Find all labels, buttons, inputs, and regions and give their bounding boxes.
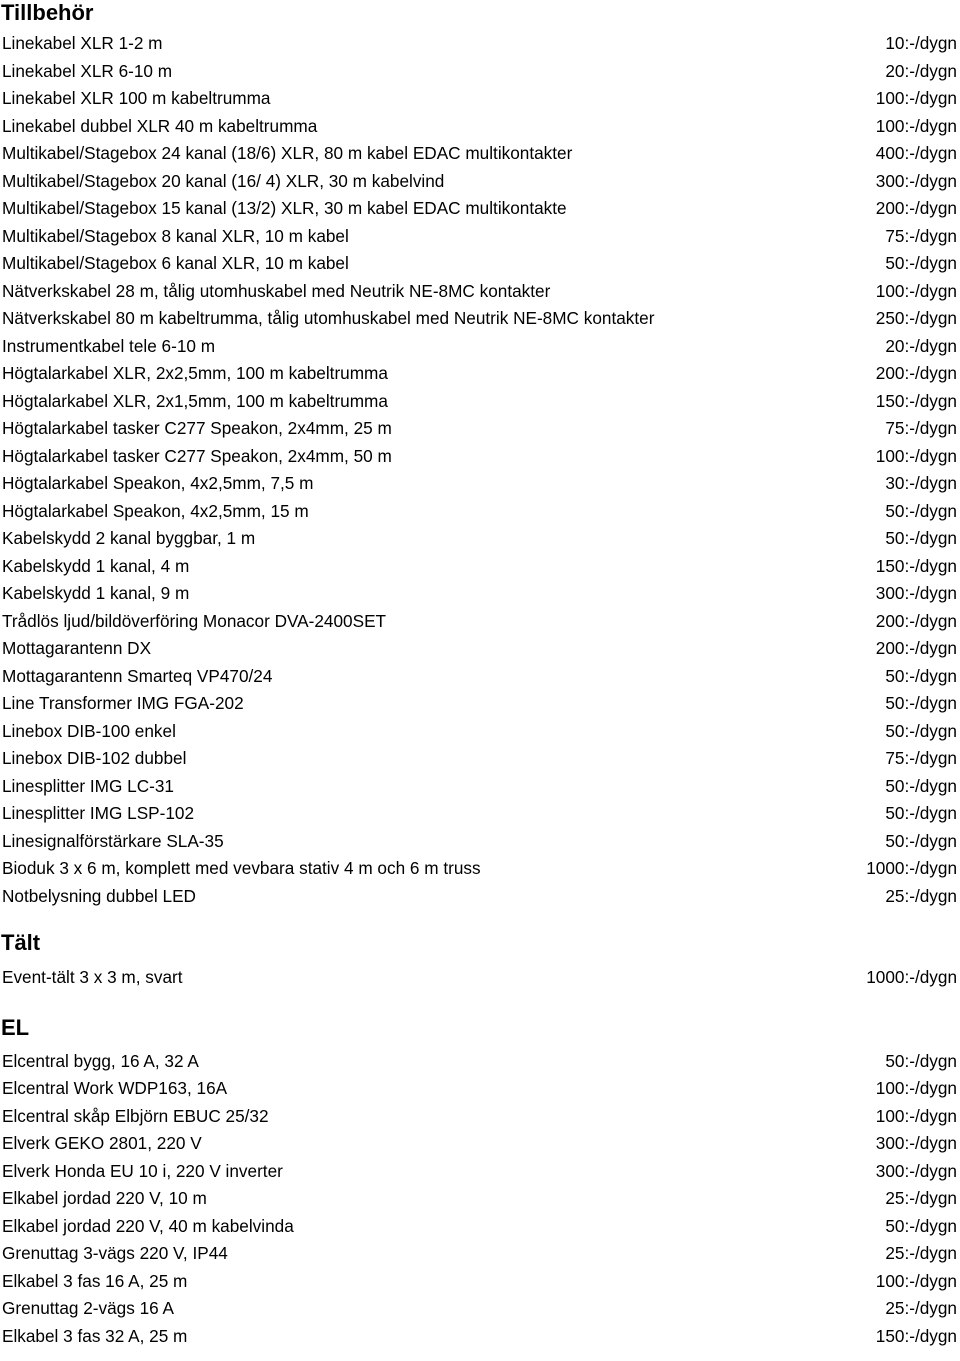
price-row (0, 800, 960, 828)
item-price: 200:-/dygn (875, 363, 957, 383)
item-label: Kabelskydd 1 kanal, 9 m (2, 583, 190, 603)
item-price: 50:-/dygn (885, 665, 957, 686)
item-label: Högtalarkabel XLR, 2x2,5mm, 100 m kabeltrumma (2, 363, 388, 383)
item-price: 25:-/dygn (885, 1188, 957, 1208)
item-price: 300:-/dygn (875, 170, 957, 191)
item-price: 300:-/dygn (875, 1133, 957, 1153)
price-row (0, 1103, 960, 1131)
item-price: 150:-/dygn (875, 390, 957, 411)
item-label: Högtalarkabel Speakon, 4x2,5mm, 7,5 m (2, 473, 314, 493)
item-price: 30:-/dygn (885, 473, 957, 493)
item-price: 10:-/dygn (885, 33, 957, 53)
section-title: Tillbehör (1, 0, 94, 25)
price-row (0, 690, 960, 718)
item-price: 300:-/dygn (875, 583, 957, 603)
item-label: Instrumentkabel tele 6-10 m (2, 335, 216, 356)
item-label: Grenuttag 2-vägs 16 A (2, 1298, 174, 1318)
item-label: Högtalarkabel XLR, 2x1,5mm, 100 m kabeltrumma (2, 390, 388, 411)
item-price: 400:-/dygn (875, 143, 957, 163)
price-row (0, 85, 960, 113)
item-label: Linesignalförstärkare SLA-35 (2, 830, 224, 851)
item-label: Mottagarantenn DX (2, 638, 152, 658)
item-label: Elcentral skåp Elbjörn EBUC 25/32 (2, 1105, 269, 1126)
item-price: 250:-/dygn (875, 308, 957, 328)
price-row (0, 1158, 960, 1186)
item-label: Linekabel dubbel XLR 40 m kabeltrumma (2, 115, 318, 136)
price-row (0, 305, 960, 333)
price-row (0, 1130, 960, 1158)
price-row (0, 663, 960, 691)
item-label: Line Transformer IMG FGA-202 (2, 693, 244, 713)
item-price: 150:-/dygn (875, 1325, 957, 1346)
item-price: 75:-/dygn (885, 225, 957, 246)
item-label: Multikabel/Stagebox 20 kanal (16/ 4) XLR, 30 m kabelvind (2, 170, 445, 191)
item-label: Notbelysning dubbel LED (2, 885, 196, 906)
price-row (0, 250, 960, 278)
item-label: Elkabel jordad 220 V, 40 m kabelvinda (2, 1215, 294, 1236)
item-label: Linekabel XLR 6-10 m (2, 60, 173, 81)
item-price: 200:-/dygn (875, 610, 957, 631)
price-row (0, 388, 960, 416)
item-price: 150:-/dygn (875, 555, 957, 576)
item-label: Kabelskydd 1 kanal, 4 m (2, 555, 190, 576)
item-price: 100:-/dygn (875, 88, 957, 108)
price-row (0, 718, 960, 746)
item-price: 200:-/dygn (875, 638, 957, 658)
item-label: Kabelskydd 2 kanal byggbar, 1 m (2, 528, 256, 548)
section-talt (0, 930, 960, 992)
item-price: 1000:-/dygn (866, 858, 957, 878)
price-row (0, 1185, 960, 1213)
item-label: Multikabel/Stagebox 15 kanal (13/2) XLR, 30 m kabel EDAC multikontakte (2, 198, 567, 218)
item-price: 25:-/dygn (885, 1243, 957, 1263)
item-label: Elcentral bygg, 16 A, 32 A (2, 1050, 199, 1071)
price-row (0, 498, 960, 526)
item-label: Högtalarkabel tasker C277 Speakon, 2x4mm, 50 m (2, 445, 392, 466)
price-row (0, 278, 960, 306)
price-row (0, 855, 960, 883)
item-label: Event-tält 3 x 3 m, svart (2, 967, 183, 987)
item-price: 50:-/dygn (885, 720, 957, 741)
item-label: Multikabel/Stagebox 6 kanal XLR, 10 m kabel (2, 253, 349, 273)
section-title: EL (1, 1014, 30, 1040)
item-label: Linesplitter IMG LC-31 (2, 775, 174, 796)
item-price: 50:-/dygn (885, 253, 957, 273)
section-title: Tält (1, 930, 41, 955)
item-price: 100:-/dygn (875, 1105, 957, 1126)
price-list (0, 30, 960, 910)
item-price: 20:-/dygn (885, 60, 957, 81)
item-price: 25:-/dygn (885, 885, 957, 906)
item-price: 100:-/dygn (875, 280, 957, 301)
item-label: Trådlös ljud/bildöverföring Monacor DVA-2400SET (2, 610, 387, 631)
price-row (0, 883, 960, 911)
item-price: 50:-/dygn (885, 803, 957, 823)
price-row (0, 525, 960, 553)
price-row (0, 140, 960, 168)
price-row (0, 360, 960, 388)
price-row (0, 964, 960, 992)
price-row (0, 1075, 960, 1103)
price-row (0, 1323, 960, 1351)
price-row (0, 1240, 960, 1268)
item-label: Elkabel 3 fas 16 A, 25 m (2, 1270, 188, 1291)
item-label: Multikabel/Stagebox 8 kanal XLR, 10 m kabel (2, 225, 349, 246)
price-row (0, 580, 960, 608)
item-label: Högtalarkabel Speakon, 4x2,5mm, 15 m (2, 500, 309, 521)
item-price: 75:-/dygn (885, 418, 957, 438)
price-row (0, 195, 960, 223)
item-price: 100:-/dygn (875, 445, 957, 466)
item-label: Linebox DIB-102 dubbel (2, 748, 187, 768)
item-price: 25:-/dygn (885, 1298, 957, 1318)
item-label: Elverk Honda EU 10 i, 220 V inverter (2, 1160, 283, 1181)
item-price: 100:-/dygn (875, 1270, 957, 1291)
price-list (0, 964, 960, 992)
item-label: Högtalarkabel tasker C277 Speakon, 2x4mm, 25 m (2, 418, 392, 438)
price-row (0, 553, 960, 581)
section-el (0, 1015, 960, 1351)
item-label: Linesplitter IMG LSP-102 (2, 803, 195, 823)
item-label: Multikabel/Stagebox 24 kanal (18/6) XLR, 80 m kabel EDAC multikontakter (2, 143, 573, 163)
price-row (0, 745, 960, 773)
item-price: 50:-/dygn (885, 528, 957, 548)
item-price: 1000:-/dygn (866, 967, 957, 987)
item-price: 20:-/dygn (885, 335, 957, 356)
price-row (0, 113, 960, 141)
price-list (0, 1048, 960, 1351)
item-label: Elkabel jordad 220 V, 10 m (2, 1188, 207, 1208)
price-row (0, 333, 960, 361)
item-price: 50:-/dygn (885, 1050, 957, 1071)
price-row (0, 443, 960, 471)
item-label: Bioduk 3 x 6 m, komplett med vevbara stativ 4 m och 6 m truss (2, 858, 481, 878)
item-price: 100:-/dygn (875, 115, 957, 136)
item-price: 50:-/dygn (885, 500, 957, 521)
price-row (0, 828, 960, 856)
price-row (0, 1048, 960, 1076)
item-label: Elcentral Work WDP163, 16A (2, 1078, 228, 1098)
price-row (0, 223, 960, 251)
price-row (0, 1295, 960, 1323)
price-row (0, 608, 960, 636)
price-row (0, 470, 960, 498)
item-price: 50:-/dygn (885, 1215, 957, 1236)
item-label: Nätverkskabel 28 m, tålig utomhuskabel med Neutrik NE-8MC kontakter (2, 280, 551, 301)
item-label: Elverk GEKO 2801, 220 V (2, 1133, 202, 1153)
price-row (0, 635, 960, 663)
item-price: 300:-/dygn (875, 1160, 957, 1181)
item-price: 200:-/dygn (875, 198, 957, 218)
item-label: Mottagarantenn Smarteq VP470/24 (2, 665, 273, 686)
item-label: Linebox DIB-100 enkel (2, 720, 176, 741)
price-row (0, 168, 960, 196)
price-row (0, 30, 960, 58)
item-price: 50:-/dygn (885, 693, 957, 713)
price-row (0, 773, 960, 801)
price-row (0, 1213, 960, 1241)
item-label: Nätverkskabel 80 m kabeltrumma, tålig utomhuskabel med Neutrik NE-8MC kontakter (2, 308, 655, 328)
item-label: Linekabel XLR 1-2 m (2, 33, 163, 53)
item-price: 50:-/dygn (885, 775, 957, 796)
price-row (0, 1268, 960, 1296)
item-price: 50:-/dygn (885, 830, 957, 851)
item-label: Elkabel 3 fas 32 A, 25 m (2, 1325, 188, 1346)
price-row (0, 58, 960, 86)
item-price: 75:-/dygn (885, 748, 957, 768)
item-price: 100:-/dygn (875, 1078, 957, 1098)
price-row (0, 415, 960, 443)
item-label: Linekabel XLR 100 m kabeltrumma (2, 88, 271, 108)
item-label: Grenuttag 3-vägs 220 V, IP44 (2, 1243, 228, 1263)
